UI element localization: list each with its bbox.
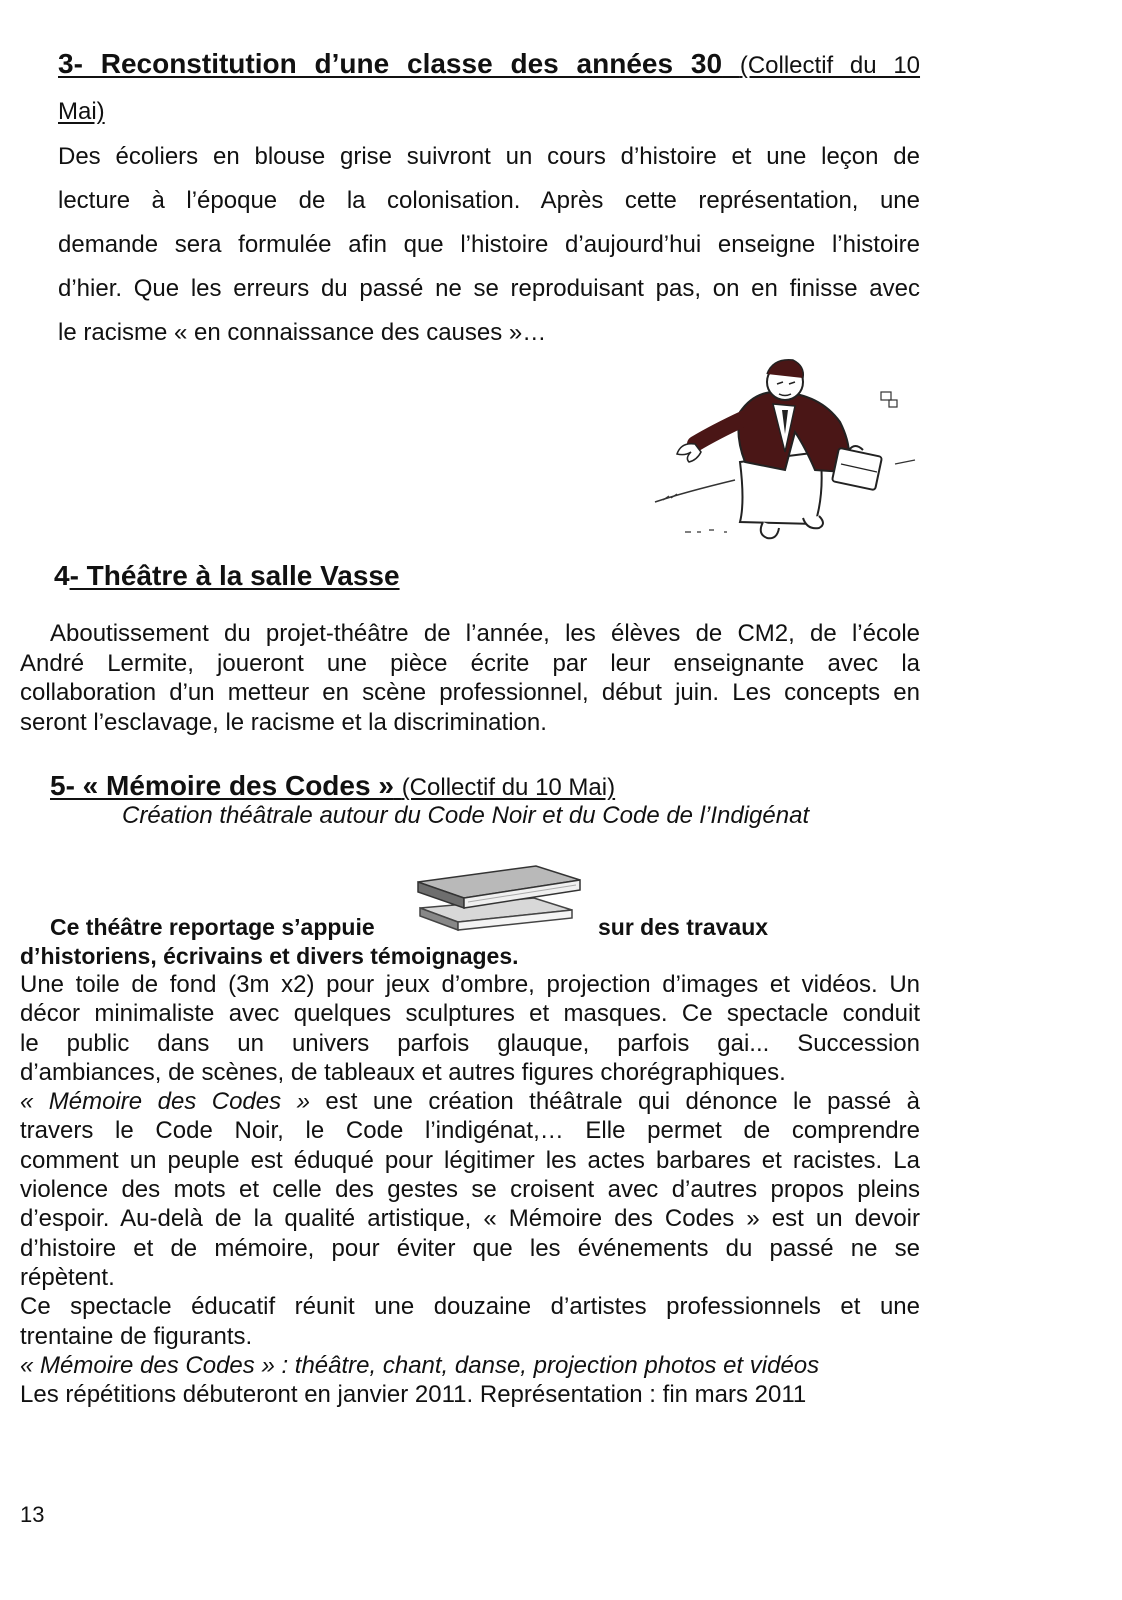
body-line: le public dans un univers parfois glauque, parfois gai... Succession <box>20 1029 920 1057</box>
body-line: Ce spectacle éducatif réunit une douzaine d’artistes professionnels et une <box>20 1293 920 1321</box>
memoire-italic: « Mémoire des Codes » <box>20 1088 310 1116</box>
section-3-title-bold: 3- Reconstitution d’une classe des années 30 <box>58 48 723 79</box>
section-5-body <box>20 970 920 1409</box>
section-5-title-bold: 5- « Mémoire des Codes » <box>50 770 394 801</box>
section-3-title-continued: Mai) <box>58 98 105 125</box>
teacher-cartoon-icon <box>645 352 925 547</box>
body-line: demande sera formulée afin que l’histoire d’aujourd’hui enseigne l’histoire <box>58 231 920 258</box>
body-line: d’hier. Que les erreurs du passé ne se reproduisant pas, on en finisse avec <box>58 275 920 302</box>
body-line: répètent. <box>20 1263 115 1291</box>
section-3-title <box>58 44 920 86</box>
body-line: seront l’esclavage, le racisme et la discrimination. <box>20 708 547 736</box>
body-line: d’espoir. Au-delà de la qualité artistique, « Mémoire des Codes » est un devoir <box>20 1205 920 1233</box>
section-3-title-paren: (Collectif du 10 <box>739 52 921 79</box>
body-line-italic: « Mémoire des Codes » : théâtre, chant, danse, projection photos et vidéos <box>20 1351 820 1379</box>
body-line: d’ambiances, de scènes, de tableaux et autres figures chorégraphiques. <box>20 1058 786 1086</box>
body-line: décor minimaliste avec quelques sculptures et masques. Ce spectacle conduit <box>20 1000 920 1028</box>
body-line: violence des mots et celle des gestes se croisent avec d’autres propos pleins <box>20 1176 920 1204</box>
body-line: d’histoire et de mémoire, pour éviter que les événements du passé ne se <box>20 1234 920 1262</box>
body-line: collaboration d’un metteur en scène professionnel, début juin. Les concepts en <box>20 679 920 706</box>
section-4-title-text: - Théâtre à la salle Vasse <box>69 560 400 591</box>
body-line: Les répétitions débuteront en janvier 2011. Représentation : fin mars 2011 <box>20 1381 807 1409</box>
body-line: trentaine de figurants. <box>20 1322 253 1350</box>
body-line: comment un peuple est éduqué pour légitimer les actes barbares et racistes. La <box>20 1146 920 1174</box>
body-line: travers le Code Noir, le Code l’indigénat,… Elle permet de comprendre <box>20 1117 920 1145</box>
section-5-lead-part1: Ce théâtre reportage s’appuie <box>50 914 375 940</box>
body-line: « Mémoire des Codes » est une création théâtrale qui dénonce le passé à <box>20 1088 920 1116</box>
section-5-subtitle: Création théâtrale autour du Code Noir et du Code de l’Indigénat <box>122 802 810 829</box>
section-4-title <box>54 556 400 596</box>
page-number: 13 <box>20 1502 45 1527</box>
section-5-lead-part2: sur des travaux <box>598 914 769 940</box>
body-line: Des écoliers en blouse grise suivront un cours d’histoire et une leçon de <box>58 143 920 170</box>
section-4-body <box>20 619 920 737</box>
books-icon <box>414 858 592 934</box>
body-line: le racisme « en connaissance des causes »… <box>58 319 547 346</box>
section-5-lead-part3: d’historiens, écrivains et divers témoignages. <box>20 943 519 969</box>
section-4-title-prefix: 4 <box>54 560 70 591</box>
section-3-body <box>58 135 920 355</box>
body-line: Aboutissement du projet-théâtre de l’année, les élèves de CM2, de l’école <box>50 620 920 647</box>
section-5-title-paren: (Collectif du 10 Mai) <box>401 774 616 801</box>
body-line: lecture à l’époque de la colonisation. Après cette représentation, une <box>58 187 920 214</box>
body-line: André Lermite, joueront une pièce écrite par leur enseignante avec la <box>20 649 920 677</box>
body-line: Une toile de fond (3m x2) pour jeux d’ombre, projection d’images et vidéos. Un <box>20 971 920 998</box>
